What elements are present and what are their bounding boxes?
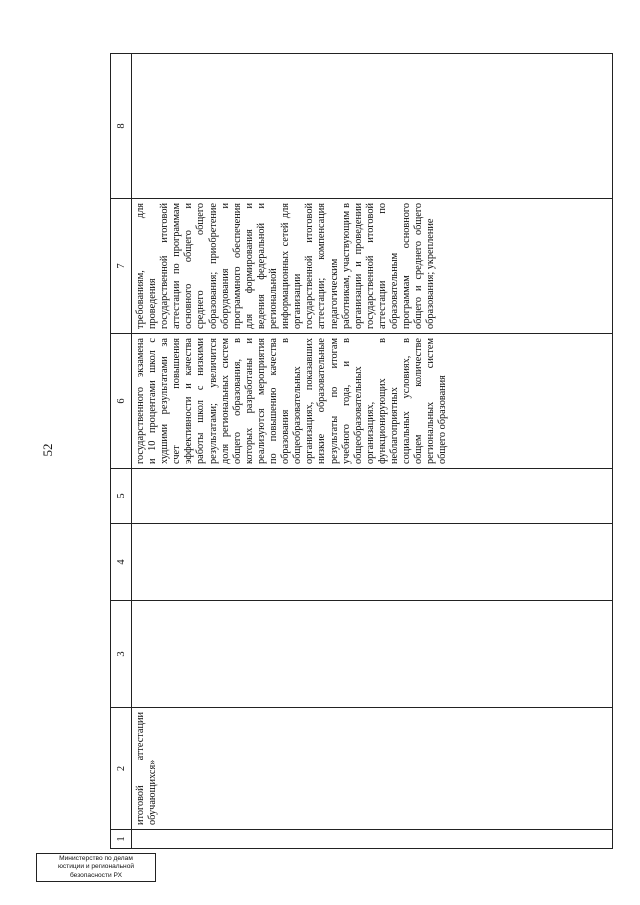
ministry-stamp [36,853,156,882]
table-row [132,54,613,849]
cell-col-4 [132,524,613,601]
column-number-7: 7 [111,199,132,334]
program-table [110,53,613,849]
cell-col-8 [132,54,613,199]
rotated-table-wrapper [110,54,613,849]
column-number-6: 6 [111,334,132,469]
cell-col-5 [132,469,613,524]
column-number-2: 2 [111,708,132,830]
column-number-3: 3 [111,601,132,708]
cell-col-1 [132,830,613,849]
cell-measure-name: итоговой аттестации обучающихся» [132,708,613,830]
stamp-line: юстиции и региональной [57,863,135,871]
page-number: 52 [40,443,55,457]
table-header [111,54,132,849]
cell-activities: требованиям, для проведения государственной итоговой аттестации по программам основного общего и среднего общего образования; приобретение оборудования и программного обеспечения для формирования и ведения федеральной и региональной информационных сетей для организации государственной итоговой аттестации; компенсация педагогическим работникам, участвующим в организации и проведении государственной итоговой аттестации по образовательным программам основного общего и среднего общего образования; укрепление [132,199,613,334]
column-number-4: 4 [111,524,132,601]
stamp-line: Министерство по делам [59,855,133,862]
cell-col-3 [132,601,613,708]
cell-expected-results: государственного экзамена и 10 процентами школ с худшими результатами за счет повышения эффективности и качества работы школ с низкими результатами; увеличится доля региональных систем общего образования, в которых разработаны и реализуются мероприятия по повышению качества образования в общеобразовательных организациях, показавших низкие образовательные результаты по итогам учебного года, и в общеобразовательных организациях, функционирующих в неблагоприятных социальных условиях, в общем количестве региональных систем общего образования [132,334,613,469]
column-number-5: 5 [111,469,132,524]
column-number-1: 1 [111,830,132,849]
stamp-line: безопасности РХ [69,871,122,879]
column-number-8: 8 [111,54,132,199]
header-row [111,54,132,849]
